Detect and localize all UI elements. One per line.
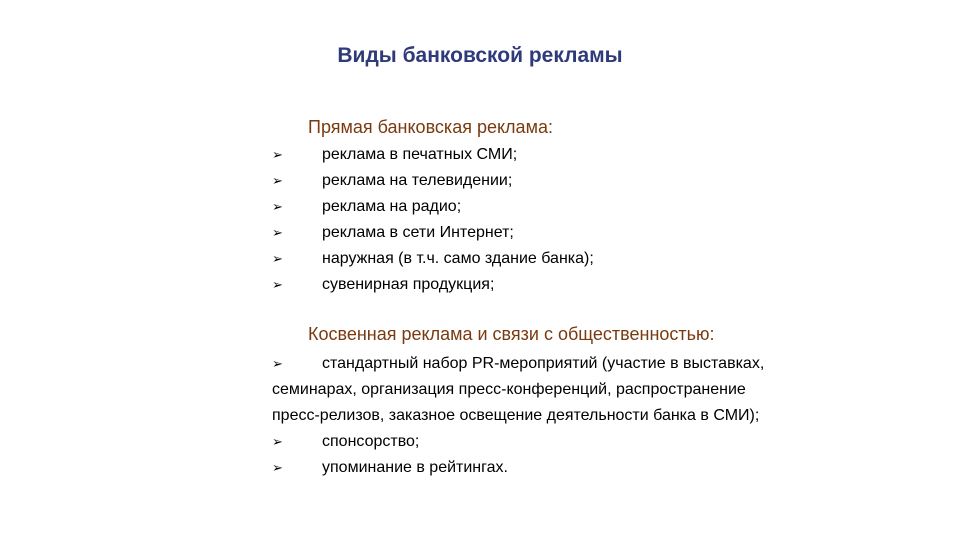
indirect-advertising-heading: Косвенная реклама и связи с общественностью: bbox=[308, 324, 715, 344]
list-item bbox=[272, 246, 594, 272]
list-item-text: сувенирная продукция; bbox=[322, 276, 495, 293]
list-item bbox=[272, 142, 594, 168]
direct-advertising-list bbox=[272, 142, 594, 298]
arrowhead-bullet-icon: ➢ bbox=[272, 460, 283, 475]
list-item-text: реклама на телевидении; bbox=[322, 172, 513, 189]
list-item-text: реклама в печатных СМИ; bbox=[322, 146, 518, 163]
list-item bbox=[272, 455, 792, 481]
arrowhead-bullet-icon: ➢ bbox=[272, 277, 283, 292]
list-item-text: упоминание в рейтингах. bbox=[322, 459, 508, 476]
list-item bbox=[272, 220, 594, 246]
arrowhead-bullet-icon: ➢ bbox=[272, 147, 283, 162]
list-item bbox=[272, 194, 594, 220]
arrowhead-bullet-icon: ➢ bbox=[272, 251, 283, 266]
list-item bbox=[272, 351, 792, 429]
list-item-text: спонсорство; bbox=[322, 433, 420, 450]
slide-title: Виды банковской рекламы bbox=[337, 44, 623, 67]
list-item bbox=[272, 429, 792, 455]
list-item-text: реклама на радио; bbox=[322, 198, 462, 215]
arrowhead-bullet-icon: ➢ bbox=[272, 199, 283, 214]
arrowhead-bullet-icon: ➢ bbox=[272, 225, 283, 240]
arrowhead-bullet-icon: ➢ bbox=[272, 356, 283, 371]
direct-advertising-heading: Прямая банковская реклама: bbox=[308, 117, 553, 137]
list-item bbox=[272, 272, 594, 298]
list-item-text: реклама в сети Интернет; bbox=[322, 224, 514, 241]
list-item bbox=[272, 168, 594, 194]
indirect-advertising-list bbox=[272, 351, 792, 481]
arrowhead-bullet-icon: ➢ bbox=[272, 173, 283, 188]
arrowhead-bullet-icon: ➢ bbox=[272, 434, 283, 449]
list-item-text: стандартный набор PR-мероприятий (участие в выставках, семинарах, организация пресс-конференций, распространение пресс-релизов, заказное освещение деятельности банка в СМИ); bbox=[272, 355, 765, 424]
list-item-text: наружная (в т.ч. само здание банка); bbox=[322, 250, 594, 267]
